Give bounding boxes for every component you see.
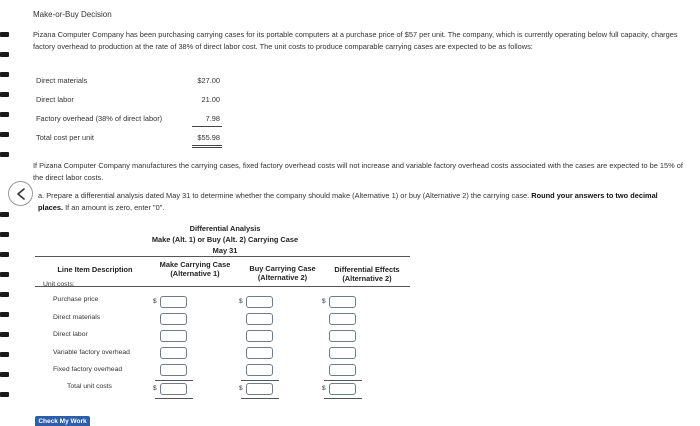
- followup-paragraph: If Pizana Computer Company manufactures the carrying cases, fixed factory overhead costs will not increase and variable factory overhead costs associated with the cases are expected to be 15% of the direct labor costs.: [33, 161, 683, 182]
- dollar-sign: $: [322, 385, 326, 392]
- analysis-heading: Differential Analysis: [189, 224, 261, 233]
- cost-row: [36, 95, 226, 107]
- diff-direct-labor-input[interactable]: [329, 330, 356, 342]
- diff-direct-materials-input[interactable]: [329, 313, 356, 325]
- dollar-sign: $: [239, 298, 243, 305]
- col-header-make-alt: (Alternative 1): [170, 269, 220, 278]
- buy-variable-overhead-input[interactable]: [246, 347, 273, 359]
- cost-label: Direct labor: [36, 95, 74, 104]
- cost-row: [36, 76, 226, 88]
- row-label-direct-materials: Direct materials: [53, 314, 101, 321]
- diff-fixed-overhead-input[interactable]: [329, 364, 356, 376]
- buy-total-double-rule: [241, 398, 279, 399]
- row-label-direct-labor: Direct labor: [53, 331, 88, 338]
- strip-marker: [0, 32, 9, 37]
- strip-marker: [0, 152, 9, 157]
- diff-purchase-price-input[interactable]: [329, 296, 356, 308]
- col-header-make: [150, 260, 240, 278]
- strip-marker: [0, 132, 9, 137]
- buy-purchase-price-input[interactable]: [246, 296, 273, 308]
- dollar-sign: $: [322, 298, 326, 305]
- diff-total-rule: [324, 380, 362, 381]
- question-rounding-note: Round your answers to two decimal places.: [38, 191, 658, 212]
- buy-total-input[interactable]: [246, 383, 273, 395]
- cost-label: Total cost per unit: [36, 133, 94, 142]
- strip-marker: [0, 352, 9, 357]
- buy-direct-materials-input[interactable]: [246, 313, 273, 325]
- page-title: Make-or-Buy Decision: [33, 10, 112, 19]
- cost-amount: $55.98: [197, 133, 220, 142]
- cost-amount: 21.00: [201, 95, 220, 104]
- make-total-rule: [155, 380, 193, 381]
- cost-amount: 7.98: [205, 114, 220, 123]
- strip-marker: [0, 212, 9, 217]
- strip-marker: [0, 292, 9, 297]
- buy-total-rule: [241, 380, 279, 381]
- strip-marker: [0, 392, 9, 397]
- strip-marker: [0, 52, 9, 57]
- cost-label: Direct materials: [36, 76, 88, 85]
- make-direct-labor-input[interactable]: [160, 330, 187, 342]
- chevron-left-icon: [16, 188, 26, 200]
- check-my-work-button[interactable]: Check My Work: [35, 416, 90, 426]
- cost-label: Factory overhead (38% of direct labor): [36, 114, 163, 123]
- col-header-diff-title: Differential Effects: [334, 265, 400, 274]
- col-header-buy-alt: (Alternative 2): [257, 273, 308, 282]
- make-direct-materials-input[interactable]: [160, 313, 187, 325]
- make-fixed-overhead-input[interactable]: [160, 364, 187, 376]
- strip-marker: [0, 92, 9, 97]
- strip-marker: [0, 272, 9, 277]
- row-label-purchase-price: Purchase price: [53, 296, 99, 303]
- row-label-unit-costs: Unit costs:: [43, 281, 75, 288]
- buy-fixed-overhead-input[interactable]: [246, 364, 273, 376]
- row-label-fixed-overhead: Fixed factory overhead: [53, 366, 123, 373]
- subtotal-underline: [192, 126, 222, 127]
- left-progress-strip: [0, 0, 10, 426]
- diff-total-double-rule: [324, 398, 362, 399]
- analysis-date: May 31: [212, 246, 238, 255]
- strip-marker: [0, 72, 9, 77]
- total-double-underline: [192, 147, 222, 148]
- dollar-sign: $: [153, 385, 157, 392]
- strip-marker: [0, 312, 9, 317]
- header-rule: [35, 256, 410, 257]
- analysis-subheading: Make (Alt. 1) or Buy (Alt. 2) Carrying Case: [151, 235, 299, 244]
- question-a: [38, 190, 678, 214]
- col-header-buy-title: Buy Carrying Case: [249, 264, 316, 273]
- cost-row: [36, 133, 226, 145]
- make-variable-overhead-input[interactable]: [160, 347, 187, 359]
- buy-direct-labor-input[interactable]: [246, 330, 273, 342]
- dollar-sign: $: [153, 298, 157, 305]
- previous-button[interactable]: [8, 181, 33, 206]
- strip-marker: [0, 372, 9, 377]
- row-label-total-unit-costs: Total unit costs: [67, 383, 112, 390]
- col-header-diff-alt: (Alternative 2): [342, 274, 392, 283]
- col-header-make-title: Make Carrying Case: [159, 260, 231, 269]
- col-header-buy: [240, 264, 325, 282]
- question-zero-note: If an amount is zero, enter "0".: [65, 203, 165, 212]
- diff-total-input[interactable]: [329, 383, 356, 395]
- question-text: a. Prepare a differential analysis dated May 31 to determine whether the company should make (Alternative 1) or buy (Alternative 2) the carrying case.: [38, 191, 530, 200]
- diff-variable-overhead-input[interactable]: [329, 347, 356, 359]
- row-label-variable-overhead: Variable factory overhead: [53, 349, 130, 356]
- col-header-line-item: Line Item Description: [57, 265, 133, 274]
- col-header-diff: [322, 265, 412, 283]
- total-underline: [192, 145, 222, 146]
- cost-row: [36, 114, 226, 126]
- column-header-rule: [35, 286, 410, 287]
- cost-amount: $27.00: [197, 76, 220, 85]
- strip-marker: [0, 252, 9, 257]
- make-total-input[interactable]: [160, 383, 187, 395]
- strip-marker: [0, 332, 9, 337]
- strip-marker: [0, 232, 9, 237]
- dollar-sign: $: [239, 385, 243, 392]
- intro-paragraph: Pizana Computer Company has been purchasing carrying cases for its portable computers at a purchase price of $57 per unit. The company, which is currently operating below full capacity, charges factory overhead to production at the rate of 38% of direct labor cost. The unit costs to produce comparable carrying cases are expected to be as follows:: [33, 30, 678, 51]
- make-purchase-price-input[interactable]: [160, 296, 187, 308]
- strip-marker: [0, 112, 9, 117]
- make-total-double-rule: [155, 398, 193, 399]
